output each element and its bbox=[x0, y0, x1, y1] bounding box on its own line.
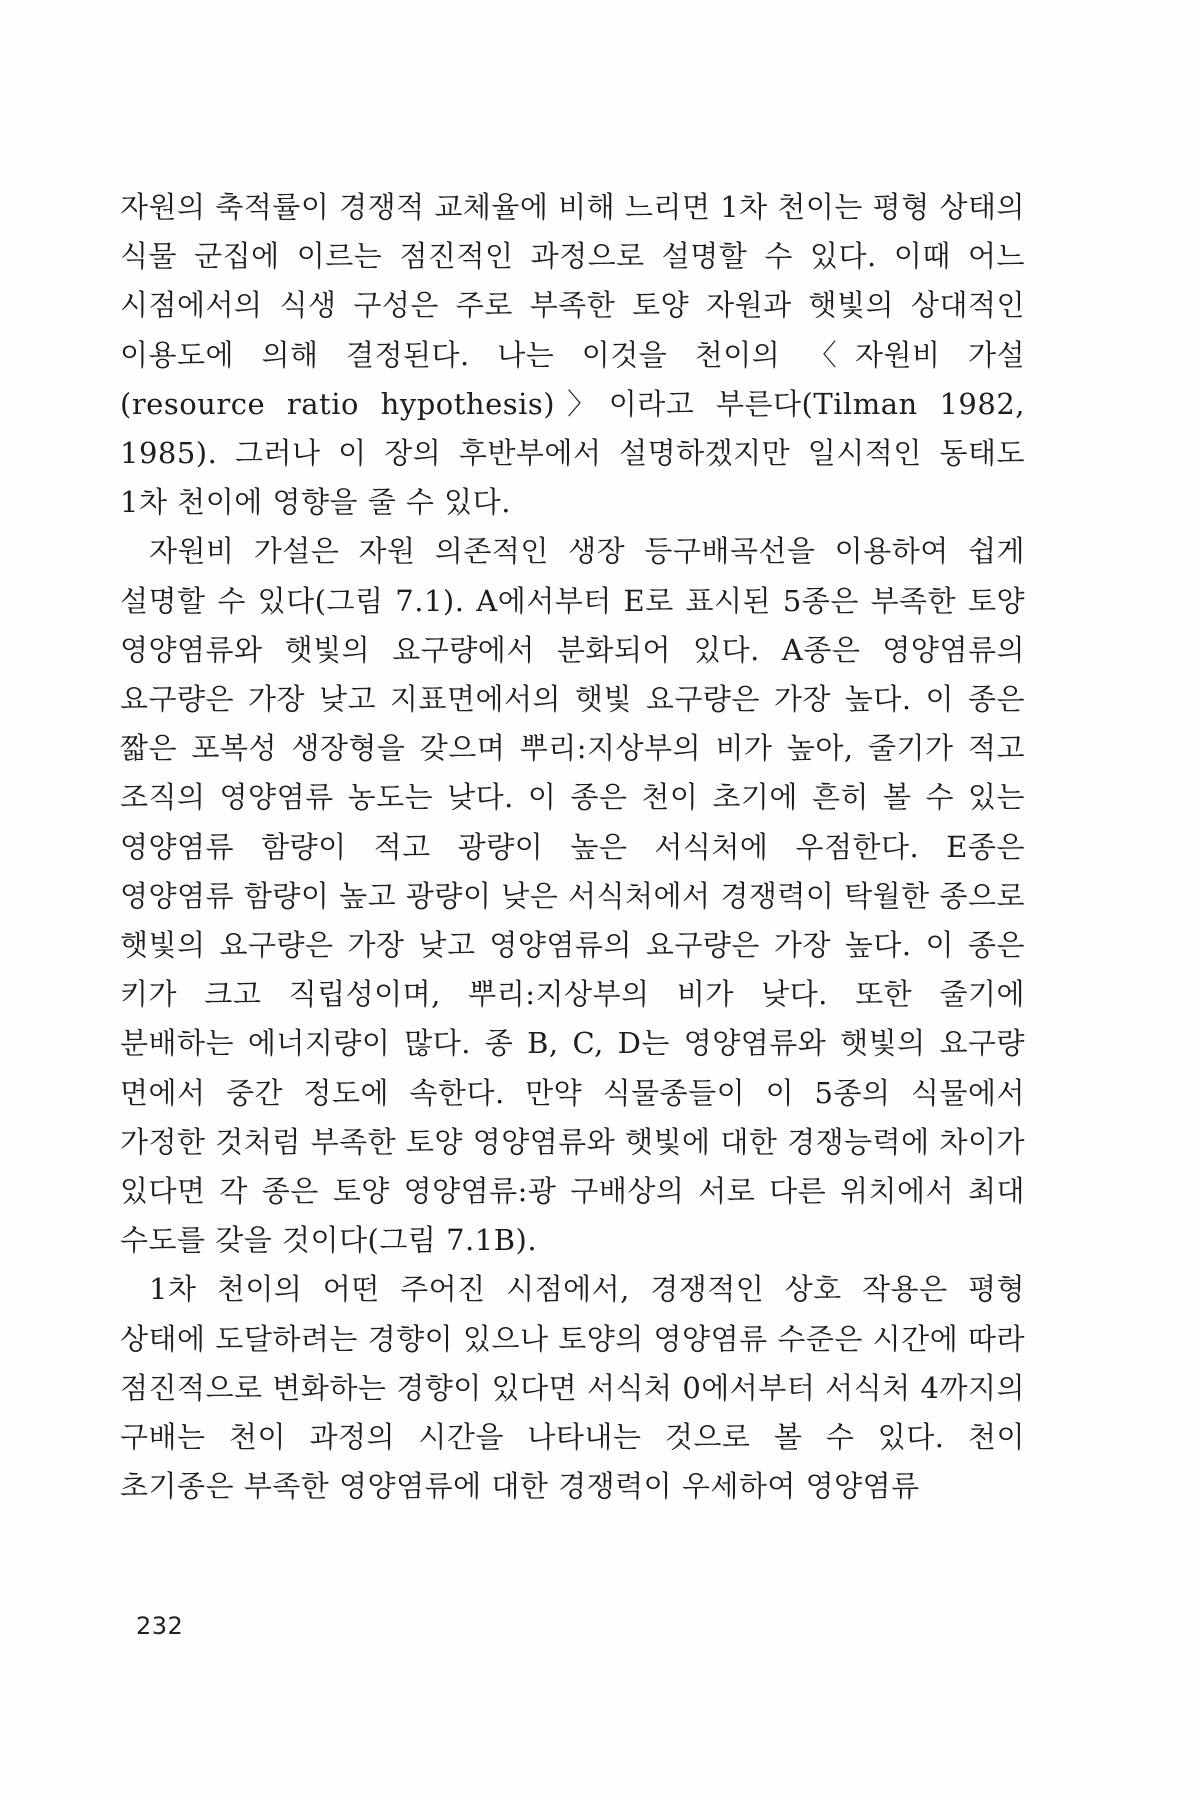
page-number: 232 bbox=[136, 1612, 184, 1640]
body-text bbox=[120, 183, 1025, 1511]
paragraph-3: 1차 천이의 어떤 주어진 시점에서, 경쟁적인 상호 작용은 평형 상태에 도달하려는 경향이 있으나 토양의 영양염류 수준은 시간에 따라 점진적으로 변화하는 경향이 있다면 서식처 0에서부터 서식처 4까지의 구배는 천이 과정의 시간을 나타내는 것으로 볼 수 있다. 천이 초기종은 부족한 영양염류에 대한 경쟁력이 우세하여 영양염류 bbox=[120, 1272, 1025, 1504]
paragraph-1: 자원의 축적률이 경쟁적 교체율에 비해 느리면 1차 천이는 평형 상태의 식물 군집에 이르는 점진적인 과정으로 설명할 수 있다. 이때 어느 시점에서의 식생 구성은 주로 부족한 토양 자원과 햇빛의 상대적인 이용도에 의해 결정된다. 나는 이것을 천이의 〈자원비 가설(resource ratio hypothesis)〉이라고 부른다(Tilman 1982, 1985). 그러나 이 장의 후반부에서 설명하겠지만 일시적인 동태도 1차 천이에 영향을 줄 수 있다. bbox=[120, 190, 1025, 520]
paragraph-2: 자원비 가설은 자원 의존적인 생장 등구배곡선을 이용하여 쉽게 설명할 수 있다(그림 7.1). A에서부터 E로 표시된 5종은 부족한 토양 영양염류와 햇빛의 요구량에서 분화되어 있다. A종은 영양염류의 요구량은 가장 낮고 지표면에서의 햇빛 요구량은 가장 높다. 이 종은 짧은 포복성 생장형을 갖으며 뿌리:지상부의 비가 높아, 줄기가 적고 조직의 영양염류 농도는 낮다. 이 종은 천이 초기에 흔히 볼 수 있는 영양염류 함량이 적고 광량이 높은 서식처에 우점한다. E종은 영양염류 함량이 높고 광량이 낮은 서식처에서 경쟁력이 탁월한 종으로 햇빛의 요구량은 가장 낮고 영양염류의 요구량은 가장 높다. 이 종은 키가 크고 직립성이며, 뿌리:지상부의 비가 낮다. 또한 줄기에 분배하는 에너지량이 많다. 종 B, C, D는 영양염류와 햇빛의 요구량 면에서 중간 정도에 속한다. 만약 식물종들이 이 5종의 식물에서 가정한 것처럼 부족한 토양 영양염류와 햇빛에 대한 경쟁능력에 차이가 있다면 각 종은 토양 영양염류:광 구배상의 서로 다른 위치에서 최대 수도를 갖을 것이다(그림 7.1B). bbox=[120, 534, 1025, 1258]
